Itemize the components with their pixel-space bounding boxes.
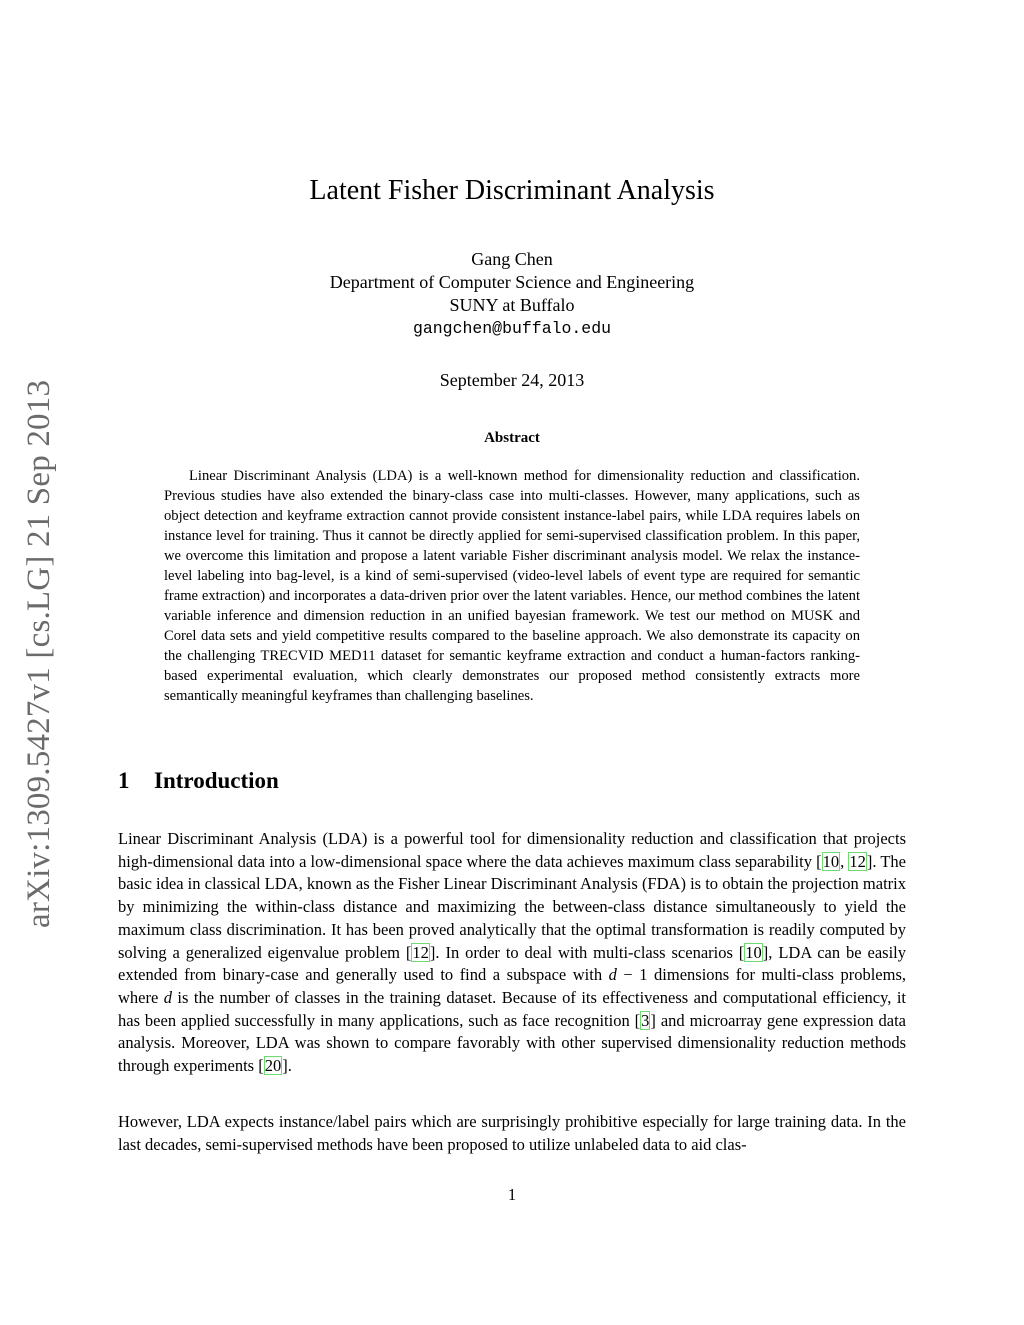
section-title: Introduction [154,768,279,793]
citation-link[interactable]: 10 [822,851,840,871]
intro-paragraph-2: However, LDA expects instance/label pairs which are surprisingly prohibitive especially for large training data. In the last decades, semi-supervised methods have been proposed to utilize unlabeled data to aid clas- [118,1112,906,1154]
arxiv-sidebar-stamp: arXiv:1309.5427v1 [cs.LG] 21 Sep 2013 [21,379,57,928]
citation-link[interactable]: 12 [412,942,429,962]
text-run: , [840,851,849,871]
text-run: ]. [282,1056,292,1076]
text-run: ], LDA can be easily extended from binary-case and generally used to find a subspace with [118,942,906,985]
author-block [0,248,1024,340]
paper-date: September 24, 2013 [439,370,585,390]
section-number: 1 [118,768,130,793]
intro-paragraph-1 [118,828,906,1078]
citation-link[interactable]: 12 [849,851,866,871]
paper-title: Latent Fisher Discriminant Analysis [309,175,715,206]
page-number: 1 [507,1185,517,1204]
citation-link[interactable]: 10 [745,942,762,962]
text-run: is the number of classes in the training dataset. Because of its effectiveness and computational efficiency, it has been applied successfully in many applications, such as face recognition [ [118,987,906,1030]
author-name: Gang Chen [471,249,553,269]
author-department: Department of Computer Science and Engineering [329,272,695,292]
text-run: ] and microarray gene expression data analysis. Moreover, LDA was shown to compare favorably with other supervised dimensionality reduction methods through experiments [ [118,1010,907,1076]
text-run: − 1 dimensions for multi-class problems, where [118,965,906,1007]
section-heading-introduction [118,768,279,794]
author-institution: SUNY at Buffalo [449,295,575,315]
text-run: ]. In order to deal with multi-class scenarios [ [429,942,745,962]
text-run: ]. The basic idea in classical LDA, known as the Fisher Linear Discriminant Analysis (FDA) is to obtain the projection matrix by minimizing the within-class distance and maximizing the between-class distance simultaneously to yield the maximum class discrimination. It has been proved analytically that the optimal transformation is readily computed by solving a generalized eigenvalue problem [ [118,851,906,962]
math-variable-d: d [163,987,172,1007]
author-email[interactable]: gangchen@buffalo.edu [412,319,612,338]
math-variable-d: d [608,965,617,985]
citation-link[interactable]: 20 [264,1056,282,1076]
citation-link[interactable]: 3 [641,1010,650,1030]
text-run: Linear Discriminant Analysis (LDA) is a powerful tool for dimensionality reduction and classification that projects high-dimensional data into a low-dimensional space where the data achieves maximum class separability [ [118,829,906,871]
abstract-heading: Abstract [484,430,540,446]
abstract-text: Linear Discriminant Analysis (LDA) is a well-known method for dimensionality reduction and classification. Previous studies have also extended the binary-class case into multi-classes. However, many applications, such as object detection and keyframe extraction cannot provide consistent instance-label pairs, while LDA requires labels on instance level for training. Thus it cannot be directly applied for semi-supervised classification problem. In this paper, we overcome this limitation and propose a latent variable Fisher discriminant analysis model. We relax the instance-level labeling into bag-level, is a kind of semi-supervised (video-level labels of event type are required for semantic frame extraction) and incorporates a data-driven prior over the latent variables. Hence, our method combines the latent variable inference and dimension reduction in an unified bayesian framework. We test our method on MUSK and Corel data sets and yield competitive results compared to the baseline approach. We also demonstrate its capacity on the challenging TRECVID MED11 dataset for semantic keyframe extraction and conduct a human-factors ranking-based experimental evaluation, which clearly demonstrates our proposed method consistently extracts more semantically meaningful keyframes than challenging baselines. [164,468,860,704]
